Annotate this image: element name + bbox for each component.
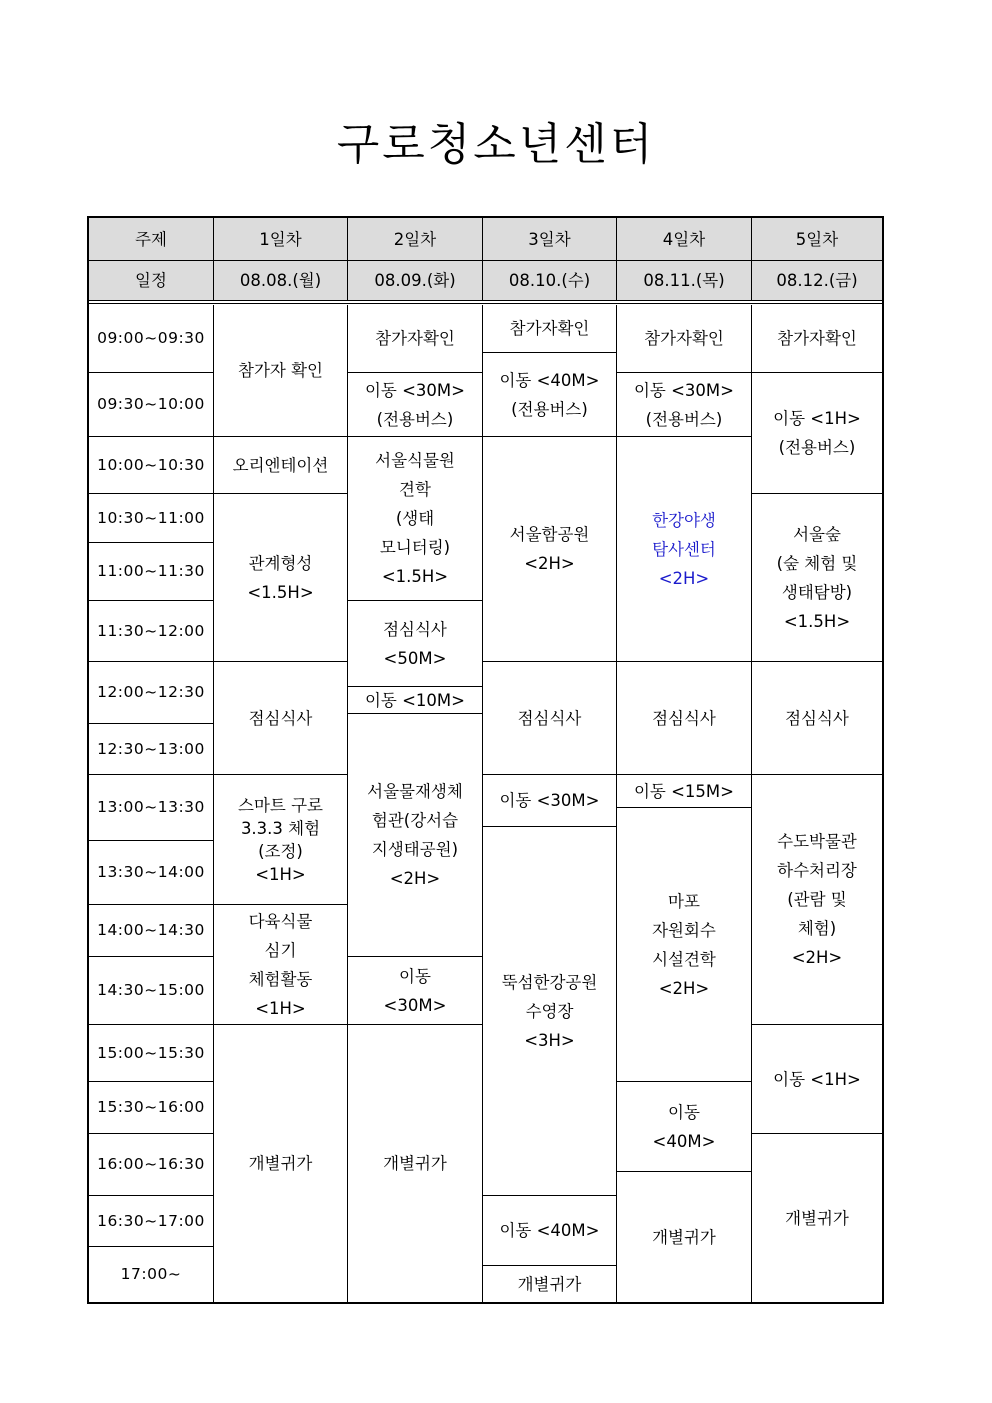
day5-activity-return: 개별귀가 <box>752 1134 882 1302</box>
page-title: 구로청소년센터 <box>336 119 656 170</box>
day2-activity-checkin: 참가자확인 <box>348 305 483 373</box>
day1-activity-smart-guro: 스마트 구로 3.3.3 체험 (조정) <1H> <box>214 775 348 905</box>
day3-activity-seoul-ship-park: 서울함공원 <2H> <box>483 437 617 662</box>
day2-activity-move-bus: 이동 <30M> (전용버스) <box>348 373 483 437</box>
day4-activity-move-bus: 이동 <30M> (전용버스) <box>617 373 752 437</box>
day4-activity-checkin: 참가자확인 <box>617 305 752 373</box>
day5-activity-water-museum: 수도박물관 하수처리장 (관람 및 체험) <2H> <box>752 775 882 1025</box>
time-slot: 15:30~16:00 <box>89 1082 214 1134</box>
day5-activity-move-1h: 이동 <1H> <box>752 1025 882 1134</box>
time-slot: 15:00~15:30 <box>89 1025 214 1082</box>
day3-activity-lunch: 점심식사 <box>483 662 617 775</box>
time-slot: 09:30~10:00 <box>89 373 214 437</box>
time-slot: 13:30~14:00 <box>89 841 214 905</box>
day5-activity-seoul-forest: 서울숲 (숲 체험 및 생태탐방) <1.5H> <box>752 494 882 662</box>
header-double-line <box>89 303 882 304</box>
day5-activity-move-bus: 이동 <1H> (전용버스) <box>752 373 882 494</box>
time-slot: 14:00~14:30 <box>89 905 214 957</box>
header-date-1: 08.08.(월) <box>214 261 348 301</box>
header-day-3: 3일차 <box>483 218 617 261</box>
day4-activity-move-40m: 이동 <40M> <box>617 1082 752 1172</box>
time-slot: 11:00~11:30 <box>89 543 214 601</box>
header-theme-label: 주제 <box>89 218 214 261</box>
day3-activity-return: 개별귀가 <box>483 1266 617 1302</box>
day3-activity-checkin: 참가자확인 <box>483 305 617 353</box>
day4-activity-mapo-facility: 마포 자원회수 시설견학 <2H> <box>617 808 752 1082</box>
day4-activity-lunch: 점심식사 <box>617 662 752 775</box>
day5-activity-checkin: 참가자확인 <box>752 305 882 373</box>
time-slot: 12:00~12:30 <box>89 662 214 724</box>
header-date-3: 08.10.(수) <box>483 261 617 301</box>
time-slot: 13:00~13:30 <box>89 775 214 841</box>
header-day-1: 1일차 <box>214 218 348 261</box>
day1-activity-relationship: 관계형성 <1.5H> <box>214 494 348 662</box>
header-day-5: 5일차 <box>752 218 882 261</box>
day2-activity-water-center: 서울물재생체 험관(강서습 지생태공원) <2H> <box>348 714 483 957</box>
time-slot: 17:00~ <box>89 1247 214 1302</box>
time-slot: 14:30~15:00 <box>89 957 214 1025</box>
day4-activity-hangang-wildlife: 한강야생 탐사센터 <2H> <box>617 437 752 662</box>
day2-activity-move-10m: 이동 <10M> <box>348 687 483 714</box>
day3-activity-move-40m: 이동 <40M> <box>483 1196 617 1266</box>
header-day-2: 2일차 <box>348 218 483 261</box>
day2-activity-move-30m: 이동 <30M> <box>348 957 483 1025</box>
day1-activity-checkin: 참가자 확인 <box>214 305 348 437</box>
day1-activity-return: 개별귀가 <box>214 1025 348 1302</box>
header-schedule-label: 일정 <box>89 261 214 301</box>
day3-activity-move-30m: 이동 <30M> <box>483 775 617 827</box>
time-slot: 12:30~13:00 <box>89 724 214 775</box>
day3-activity-ttukseom-pool: 뚝섬한강공원 수영장 <3H> <box>483 827 617 1196</box>
day3-activity-move-bus: 이동 <40M> (전용버스) <box>483 353 617 437</box>
schedule-table <box>87 216 884 1304</box>
day2-activity-botanic-garden: 서울식물원 견학 (생태 모니터링) <1.5H> <box>348 437 483 601</box>
day4-activity-move-15m: 이동 <15M> <box>617 775 752 808</box>
day1-activity-succulent: 다육식물 심기 체험활동 <1H> <box>214 905 348 1025</box>
time-slot: 09:00~09:30 <box>89 305 214 373</box>
day1-activity-orientation: 오리엔테이션 <box>214 437 348 494</box>
header-date-5: 08.12.(금) <box>752 261 882 301</box>
time-slot: 10:30~11:00 <box>89 494 214 543</box>
day1-activity-lunch: 점심식사 <box>214 662 348 775</box>
time-slot: 10:00~10:30 <box>89 437 214 494</box>
time-slot: 16:00~16:30 <box>89 1134 214 1196</box>
header-date-4: 08.11.(목) <box>617 261 752 301</box>
day4-activity-return: 개별귀가 <box>617 1172 752 1302</box>
header-day-4: 4일차 <box>617 218 752 261</box>
time-slot: 11:30~12:00 <box>89 601 214 662</box>
day5-activity-lunch: 점심식사 <box>752 662 882 775</box>
time-slot: 16:30~17:00 <box>89 1196 214 1247</box>
day2-activity-return: 개별귀가 <box>348 1025 483 1302</box>
header-date-2: 08.09.(화) <box>348 261 483 301</box>
day2-activity-lunch: 점심식사 <50M> <box>348 601 483 687</box>
